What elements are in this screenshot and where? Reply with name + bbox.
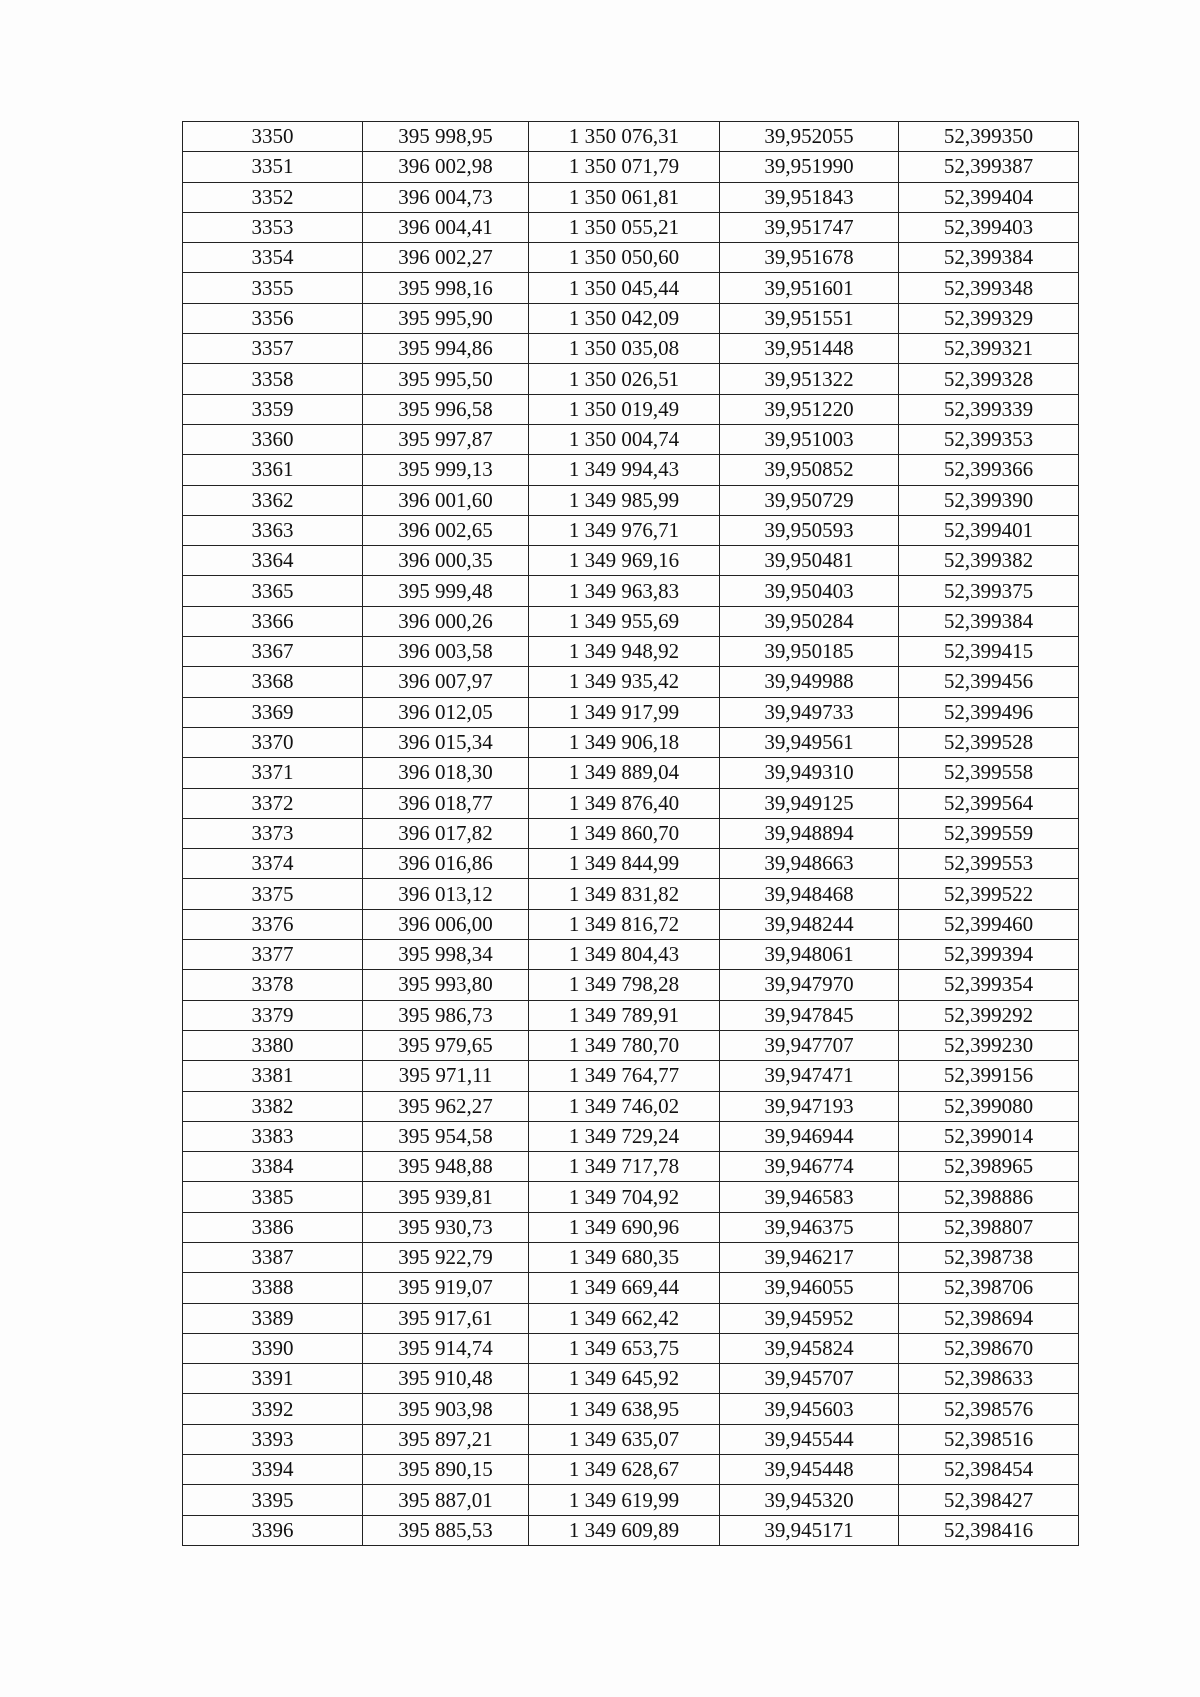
point-number-cell: 3381 [183,1061,363,1091]
x-coordinate-cell: 396 016,86 [363,849,529,879]
x-coordinate-cell: 396 012,05 [363,697,529,727]
latitude-cell: 52,399415 [899,637,1079,667]
point-number-cell: 3387 [183,1242,363,1272]
table-row [183,424,1079,454]
table-row [183,909,1079,939]
y-coordinate-cell: 1 349 680,35 [529,1242,720,1272]
point-number-cell: 3390 [183,1333,363,1363]
y-coordinate-cell: 1 350 076,31 [529,122,720,152]
x-coordinate-cell: 395 986,73 [363,1000,529,1030]
longitude-cell: 39,949125 [720,788,899,818]
x-coordinate-cell: 395 994,86 [363,334,529,364]
x-coordinate-cell: 395 922,79 [363,1242,529,1272]
x-coordinate-cell: 396 007,97 [363,667,529,697]
longitude-cell: 39,951678 [720,243,899,273]
latitude-cell: 52,399384 [899,606,1079,636]
longitude-cell: 39,945603 [720,1394,899,1424]
point-number-cell: 3393 [183,1424,363,1454]
y-coordinate-cell: 1 350 050,60 [529,243,720,273]
point-number-cell: 3396 [183,1515,363,1545]
point-number-cell: 3362 [183,485,363,515]
table-row [183,1061,1079,1091]
longitude-cell: 39,946944 [720,1121,899,1151]
y-coordinate-cell: 1 349 717,78 [529,1152,720,1182]
x-coordinate-cell: 395 998,16 [363,273,529,303]
longitude-cell: 39,951220 [720,394,899,424]
table-row [183,394,1079,424]
longitude-cell: 39,945544 [720,1424,899,1454]
y-coordinate-cell: 1 349 662,42 [529,1303,720,1333]
point-number-cell: 3369 [183,697,363,727]
latitude-cell: 52,399553 [899,849,1079,879]
x-coordinate-cell: 395 995,50 [363,364,529,394]
latitude-cell: 52,399350 [899,122,1079,152]
latitude-cell: 52,398516 [899,1424,1079,1454]
y-coordinate-cell: 1 349 994,43 [529,455,720,485]
y-coordinate-cell: 1 349 976,71 [529,515,720,545]
point-number-cell: 3367 [183,637,363,667]
point-number-cell: 3377 [183,940,363,970]
table-row [183,576,1079,606]
x-coordinate-cell: 396 018,30 [363,758,529,788]
latitude-cell: 52,399387 [899,152,1079,182]
x-coordinate-cell: 395 971,11 [363,1061,529,1091]
point-number-cell: 3388 [183,1273,363,1303]
latitude-cell: 52,399558 [899,758,1079,788]
longitude-cell: 39,951601 [720,273,899,303]
longitude-cell: 39,947970 [720,970,899,1000]
point-number-cell: 3365 [183,576,363,606]
table-row [183,1424,1079,1454]
y-coordinate-cell: 1 349 844,99 [529,849,720,879]
point-number-cell: 3391 [183,1364,363,1394]
latitude-cell: 52,399460 [899,909,1079,939]
table-row [183,334,1079,364]
latitude-cell: 52,399496 [899,697,1079,727]
point-number-cell: 3357 [183,334,363,364]
x-coordinate-cell: 395 962,27 [363,1091,529,1121]
x-coordinate-cell: 396 002,65 [363,515,529,545]
longitude-cell: 39,950403 [720,576,899,606]
y-coordinate-cell: 1 350 061,81 [529,182,720,212]
table-row [183,1091,1079,1121]
point-number-cell: 3361 [183,455,363,485]
table-row [183,1030,1079,1060]
point-number-cell: 3359 [183,394,363,424]
latitude-cell: 52,399348 [899,273,1079,303]
longitude-cell: 39,951843 [720,182,899,212]
latitude-cell: 52,398427 [899,1485,1079,1515]
y-coordinate-cell: 1 349 860,70 [529,818,720,848]
longitude-cell: 39,947471 [720,1061,899,1091]
latitude-cell: 52,399384 [899,243,1079,273]
table-row [183,970,1079,1000]
y-coordinate-cell: 1 349 889,04 [529,758,720,788]
y-coordinate-cell: 1 349 969,16 [529,546,720,576]
x-coordinate-cell: 396 006,00 [363,909,529,939]
x-coordinate-cell: 395 999,48 [363,576,529,606]
point-number-cell: 3382 [183,1091,363,1121]
table-row [183,727,1079,757]
longitude-cell: 39,945824 [720,1333,899,1363]
latitude-cell: 52,398807 [899,1212,1079,1242]
x-coordinate-cell: 395 885,53 [363,1515,529,1545]
point-number-cell: 3366 [183,606,363,636]
latitude-cell: 52,399366 [899,455,1079,485]
table-row [183,182,1079,212]
point-number-cell: 3355 [183,273,363,303]
table-row [183,940,1079,970]
longitude-cell: 39,945320 [720,1485,899,1515]
table-row [183,1000,1079,1030]
latitude-cell: 52,399404 [899,182,1079,212]
x-coordinate-cell: 396 018,77 [363,788,529,818]
latitude-cell: 52,398965 [899,1152,1079,1182]
latitude-cell: 52,398454 [899,1455,1079,1485]
y-coordinate-cell: 1 349 704,92 [529,1182,720,1212]
latitude-cell: 52,398576 [899,1394,1079,1424]
latitude-cell: 52,399522 [899,879,1079,909]
x-coordinate-cell: 396 003,58 [363,637,529,667]
x-coordinate-cell: 395 887,01 [363,1485,529,1515]
longitude-cell: 39,950729 [720,485,899,515]
x-coordinate-cell: 395 919,07 [363,1273,529,1303]
latitude-cell: 52,399390 [899,485,1079,515]
table-row [183,212,1079,242]
x-coordinate-cell: 396 004,73 [363,182,529,212]
coordinates-table [182,121,1079,1546]
longitude-cell: 39,945448 [720,1455,899,1485]
point-number-cell: 3350 [183,122,363,152]
latitude-cell: 52,399321 [899,334,1079,364]
y-coordinate-cell: 1 349 690,96 [529,1212,720,1242]
latitude-cell: 52,399329 [899,303,1079,333]
y-coordinate-cell: 1 349 645,92 [529,1364,720,1394]
longitude-cell: 39,946375 [720,1212,899,1242]
latitude-cell: 52,399292 [899,1000,1079,1030]
point-number-cell: 3358 [183,364,363,394]
x-coordinate-cell: 396 001,60 [363,485,529,515]
x-coordinate-cell: 395 979,65 [363,1030,529,1060]
point-number-cell: 3374 [183,849,363,879]
longitude-cell: 39,951747 [720,212,899,242]
longitude-cell: 39,946055 [720,1273,899,1303]
longitude-cell: 39,949733 [720,697,899,727]
x-coordinate-cell: 396 004,41 [363,212,529,242]
y-coordinate-cell: 1 349 985,99 [529,485,720,515]
x-coordinate-cell: 395 910,48 [363,1364,529,1394]
longitude-cell: 39,946217 [720,1242,899,1272]
latitude-cell: 52,399394 [899,940,1079,970]
longitude-cell: 39,949561 [720,727,899,757]
longitude-cell: 39,947193 [720,1091,899,1121]
coordinates-table-body [183,122,1079,1546]
latitude-cell: 52,398694 [899,1303,1079,1333]
table-row [183,1455,1079,1485]
y-coordinate-cell: 1 349 638,95 [529,1394,720,1424]
longitude-cell: 39,950284 [720,606,899,636]
point-number-cell: 3351 [183,152,363,182]
latitude-cell: 52,399354 [899,970,1079,1000]
x-coordinate-cell: 395 903,98 [363,1394,529,1424]
x-coordinate-cell: 395 997,87 [363,424,529,454]
table-row [183,243,1079,273]
point-number-cell: 3389 [183,1303,363,1333]
longitude-cell: 39,947707 [720,1030,899,1060]
y-coordinate-cell: 1 350 004,74 [529,424,720,454]
longitude-cell: 39,948663 [720,849,899,879]
table-row [183,455,1079,485]
x-coordinate-cell: 395 890,15 [363,1455,529,1485]
y-coordinate-cell: 1 349 963,83 [529,576,720,606]
table-row [183,1303,1079,1333]
y-coordinate-cell: 1 349 935,42 [529,667,720,697]
point-number-cell: 3383 [183,1121,363,1151]
longitude-cell: 39,945707 [720,1364,899,1394]
table-row [183,667,1079,697]
longitude-cell: 39,948244 [720,909,899,939]
longitude-cell: 39,950185 [720,637,899,667]
table-row [183,758,1079,788]
longitude-cell: 39,951448 [720,334,899,364]
y-coordinate-cell: 1 349 804,43 [529,940,720,970]
y-coordinate-cell: 1 349 746,02 [529,1091,720,1121]
point-number-cell: 3394 [183,1455,363,1485]
table-row [183,485,1079,515]
y-coordinate-cell: 1 350 019,49 [529,394,720,424]
latitude-cell: 52,399014 [899,1121,1079,1151]
latitude-cell: 52,398633 [899,1364,1079,1394]
x-coordinate-cell: 395 999,13 [363,455,529,485]
longitude-cell: 39,951990 [720,152,899,182]
y-coordinate-cell: 1 349 876,40 [529,788,720,818]
table-row [183,515,1079,545]
y-coordinate-cell: 1 349 619,99 [529,1485,720,1515]
table-row [183,152,1079,182]
latitude-cell: 52,399230 [899,1030,1079,1060]
latitude-cell: 52,399339 [899,394,1079,424]
table-row [183,1121,1079,1151]
latitude-cell: 52,398738 [899,1242,1079,1272]
table-row [183,1394,1079,1424]
latitude-cell: 52,399156 [899,1061,1079,1091]
point-number-cell: 3352 [183,182,363,212]
latitude-cell: 52,399080 [899,1091,1079,1121]
y-coordinate-cell: 1 349 780,70 [529,1030,720,1060]
y-coordinate-cell: 1 349 764,77 [529,1061,720,1091]
point-number-cell: 3385 [183,1182,363,1212]
latitude-cell: 52,399375 [899,576,1079,606]
table-row [183,122,1079,152]
point-number-cell: 3375 [183,879,363,909]
table-row [183,818,1079,848]
longitude-cell: 39,948061 [720,940,899,970]
y-coordinate-cell: 1 349 669,44 [529,1273,720,1303]
point-number-cell: 3395 [183,1485,363,1515]
table-row [183,1182,1079,1212]
longitude-cell: 39,948894 [720,818,899,848]
x-coordinate-cell: 395 998,95 [363,122,529,152]
longitude-cell: 39,950593 [720,515,899,545]
latitude-cell: 52,398416 [899,1515,1079,1545]
point-number-cell: 3379 [183,1000,363,1030]
point-number-cell: 3364 [183,546,363,576]
x-coordinate-cell: 396 000,26 [363,606,529,636]
longitude-cell: 39,949988 [720,667,899,697]
table-row [183,1364,1079,1394]
y-coordinate-cell: 1 349 609,89 [529,1515,720,1545]
latitude-cell: 52,399564 [899,788,1079,818]
x-coordinate-cell: 395 930,73 [363,1212,529,1242]
point-number-cell: 3380 [183,1030,363,1060]
table-row [183,1515,1079,1545]
x-coordinate-cell: 395 948,88 [363,1152,529,1182]
point-number-cell: 3373 [183,818,363,848]
table-row [183,1273,1079,1303]
y-coordinate-cell: 1 350 071,79 [529,152,720,182]
x-coordinate-cell: 396 002,98 [363,152,529,182]
latitude-cell: 52,398706 [899,1273,1079,1303]
table-row [183,637,1079,667]
x-coordinate-cell: 395 914,74 [363,1333,529,1363]
point-number-cell: 3353 [183,212,363,242]
point-number-cell: 3386 [183,1212,363,1242]
point-number-cell: 3392 [183,1394,363,1424]
x-coordinate-cell: 395 897,21 [363,1424,529,1454]
longitude-cell: 39,950852 [720,455,899,485]
table-row [183,1152,1079,1182]
x-coordinate-cell: 396 013,12 [363,879,529,909]
x-coordinate-cell: 395 939,81 [363,1182,529,1212]
table-row [183,849,1079,879]
latitude-cell: 52,398670 [899,1333,1079,1363]
latitude-cell: 52,399456 [899,667,1079,697]
longitude-cell: 39,951322 [720,364,899,394]
x-coordinate-cell: 395 917,61 [363,1303,529,1333]
x-coordinate-cell: 396 000,35 [363,546,529,576]
y-coordinate-cell: 1 350 026,51 [529,364,720,394]
longitude-cell: 39,950481 [720,546,899,576]
y-coordinate-cell: 1 349 955,69 [529,606,720,636]
point-number-cell: 3368 [183,667,363,697]
latitude-cell: 52,399382 [899,546,1079,576]
y-coordinate-cell: 1 349 906,18 [529,727,720,757]
y-coordinate-cell: 1 350 035,08 [529,334,720,364]
point-number-cell: 3371 [183,758,363,788]
longitude-cell: 39,946774 [720,1152,899,1182]
point-number-cell: 3378 [183,970,363,1000]
table-row [183,879,1079,909]
y-coordinate-cell: 1 349 729,24 [529,1121,720,1151]
longitude-cell: 39,948468 [720,879,899,909]
x-coordinate-cell: 395 993,80 [363,970,529,1000]
latitude-cell: 52,399401 [899,515,1079,545]
point-number-cell: 3384 [183,1152,363,1182]
latitude-cell: 52,399403 [899,212,1079,242]
y-coordinate-cell: 1 349 789,91 [529,1000,720,1030]
y-coordinate-cell: 1 350 055,21 [529,212,720,242]
table-row [183,697,1079,727]
y-coordinate-cell: 1 349 653,75 [529,1333,720,1363]
y-coordinate-cell: 1 350 045,44 [529,273,720,303]
table-row [183,1485,1079,1515]
longitude-cell: 39,951003 [720,424,899,454]
table-row [183,1242,1079,1272]
table-row [183,303,1079,333]
longitude-cell: 39,945171 [720,1515,899,1545]
table-row [183,364,1079,394]
longitude-cell: 39,949310 [720,758,899,788]
y-coordinate-cell: 1 349 798,28 [529,970,720,1000]
point-number-cell: 3354 [183,243,363,273]
y-coordinate-cell: 1 350 042,09 [529,303,720,333]
table-row [183,273,1079,303]
x-coordinate-cell: 395 996,58 [363,394,529,424]
latitude-cell: 52,399528 [899,727,1079,757]
y-coordinate-cell: 1 349 635,07 [529,1424,720,1454]
x-coordinate-cell: 396 002,27 [363,243,529,273]
point-number-cell: 3356 [183,303,363,333]
table-row [183,546,1079,576]
x-coordinate-cell: 396 015,34 [363,727,529,757]
x-coordinate-cell: 396 017,82 [363,818,529,848]
y-coordinate-cell: 1 349 628,67 [529,1455,720,1485]
point-number-cell: 3360 [183,424,363,454]
longitude-cell: 39,945952 [720,1303,899,1333]
x-coordinate-cell: 395 998,34 [363,940,529,970]
y-coordinate-cell: 1 349 831,82 [529,879,720,909]
point-number-cell: 3363 [183,515,363,545]
table-row [183,1212,1079,1242]
latitude-cell: 52,398886 [899,1182,1079,1212]
longitude-cell: 39,946583 [720,1182,899,1212]
point-number-cell: 3372 [183,788,363,818]
point-number-cell: 3370 [183,727,363,757]
table-row [183,1333,1079,1363]
x-coordinate-cell: 395 954,58 [363,1121,529,1151]
table-row [183,606,1079,636]
latitude-cell: 52,399353 [899,424,1079,454]
table-row [183,788,1079,818]
y-coordinate-cell: 1 349 948,92 [529,637,720,667]
point-number-cell: 3376 [183,909,363,939]
latitude-cell: 52,399328 [899,364,1079,394]
x-coordinate-cell: 395 995,90 [363,303,529,333]
longitude-cell: 39,947845 [720,1000,899,1030]
y-coordinate-cell: 1 349 917,99 [529,697,720,727]
longitude-cell: 39,951551 [720,303,899,333]
y-coordinate-cell: 1 349 816,72 [529,909,720,939]
latitude-cell: 52,399559 [899,818,1079,848]
longitude-cell: 39,952055 [720,122,899,152]
